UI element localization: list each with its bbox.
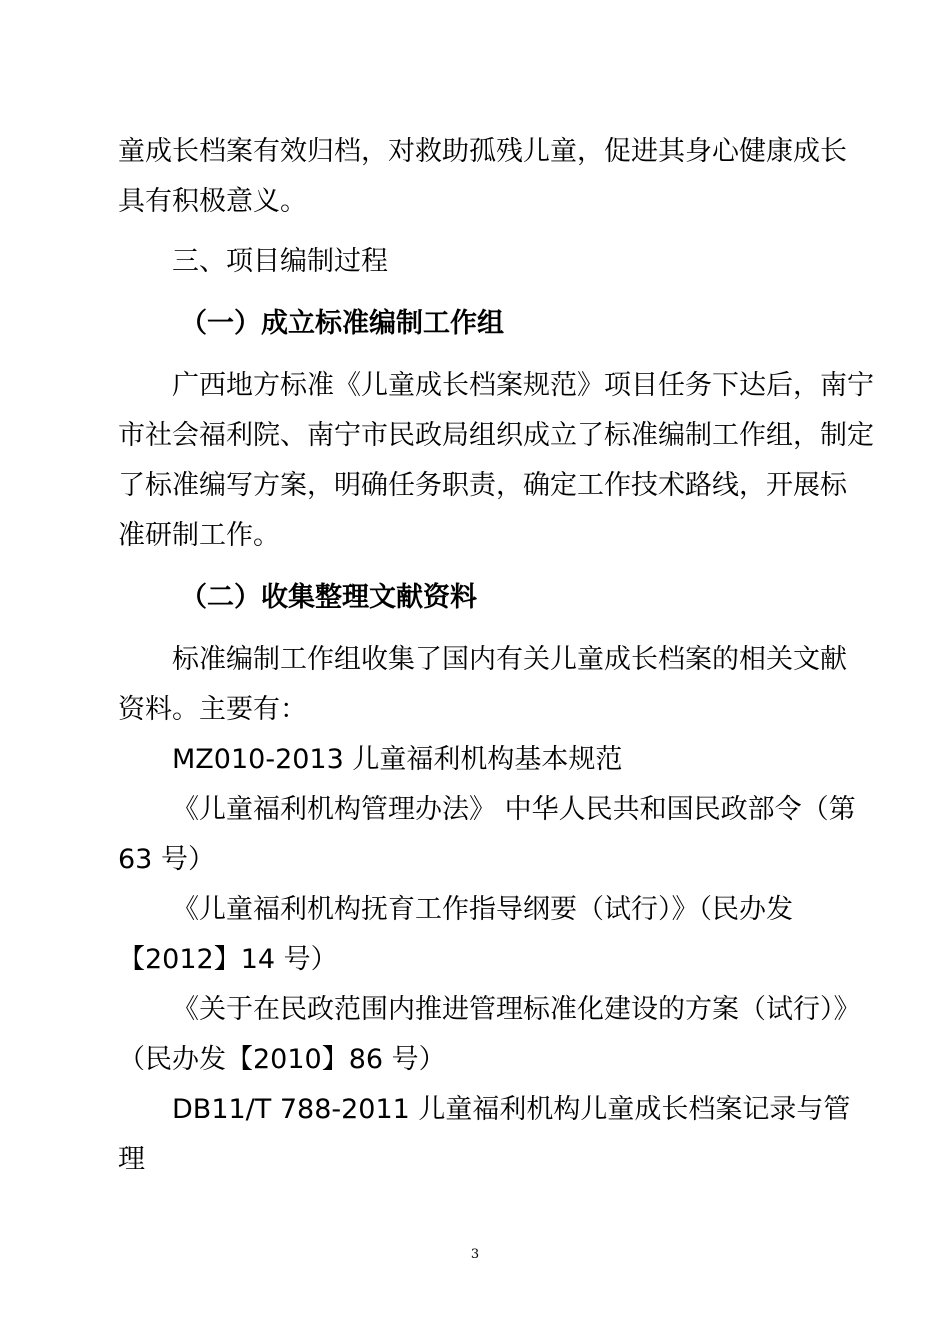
reference-item: MZ010-2013 儿童福利机构基本规范 <box>172 744 623 775</box>
body-line: 准研制工作。 <box>118 520 280 551</box>
body-line: 广西地方标准《儿童成长档案规范》项目任务下达后，南宁 <box>172 370 874 401</box>
reference-item-continued: 【2012】14 号） <box>118 944 338 975</box>
reference-item: 《关于在民政范围内推进管理标准化建设的方案（试行）》 <box>172 994 861 1025</box>
body-line: 标准编制工作组收集了国内有关儿童成长档案的相关文献 <box>172 644 847 675</box>
reference-item: 《儿童福利机构管理办法》 中华人民共和国民政部令（第 <box>172 794 856 825</box>
reference-list <box>118 735 861 1185</box>
body-line: 资料。主要有： <box>118 694 307 725</box>
reference-item-continued: 理 <box>118 1144 145 1175</box>
reference-item-continued: 63 号） <box>118 844 215 875</box>
reference-item: DB11/T 788-2011 儿童福利机构儿童成长档案记录与管 <box>172 1094 851 1125</box>
section-title-block <box>118 237 838 287</box>
paragraph-significance-continued <box>118 127 847 227</box>
body-line: 市社会福利院、南宁市民政局组织成立了标准编制工作组，制定 <box>118 420 874 451</box>
paragraph-working-group <box>118 361 874 561</box>
reference-item: 《儿童福利机构抚育工作指导纲要（试行）》（民办发 <box>172 894 793 925</box>
body-line: 童成长档案有效归档，对救助孤残儿童，促进其身心健康成长 <box>118 136 847 167</box>
body-line: 了标准编写方案，明确任务职责，确定工作技术路线，开展标 <box>118 470 847 501</box>
subsection-title: （二）收集整理文献资料 <box>180 582 477 613</box>
subsection-title-block-2 <box>118 573 838 623</box>
paragraph-literature <box>118 635 847 735</box>
reference-item-continued: （民办发【2010】86 号） <box>118 1044 446 1075</box>
subsection-title-block-1 <box>118 299 838 349</box>
body-line: 具有积极意义。 <box>118 186 307 217</box>
subsection-title: （一）成立标准编制工作组 <box>180 308 504 339</box>
page-number: 3 <box>470 1247 480 1262</box>
section-title: 三、项目编制过程 <box>172 246 388 277</box>
